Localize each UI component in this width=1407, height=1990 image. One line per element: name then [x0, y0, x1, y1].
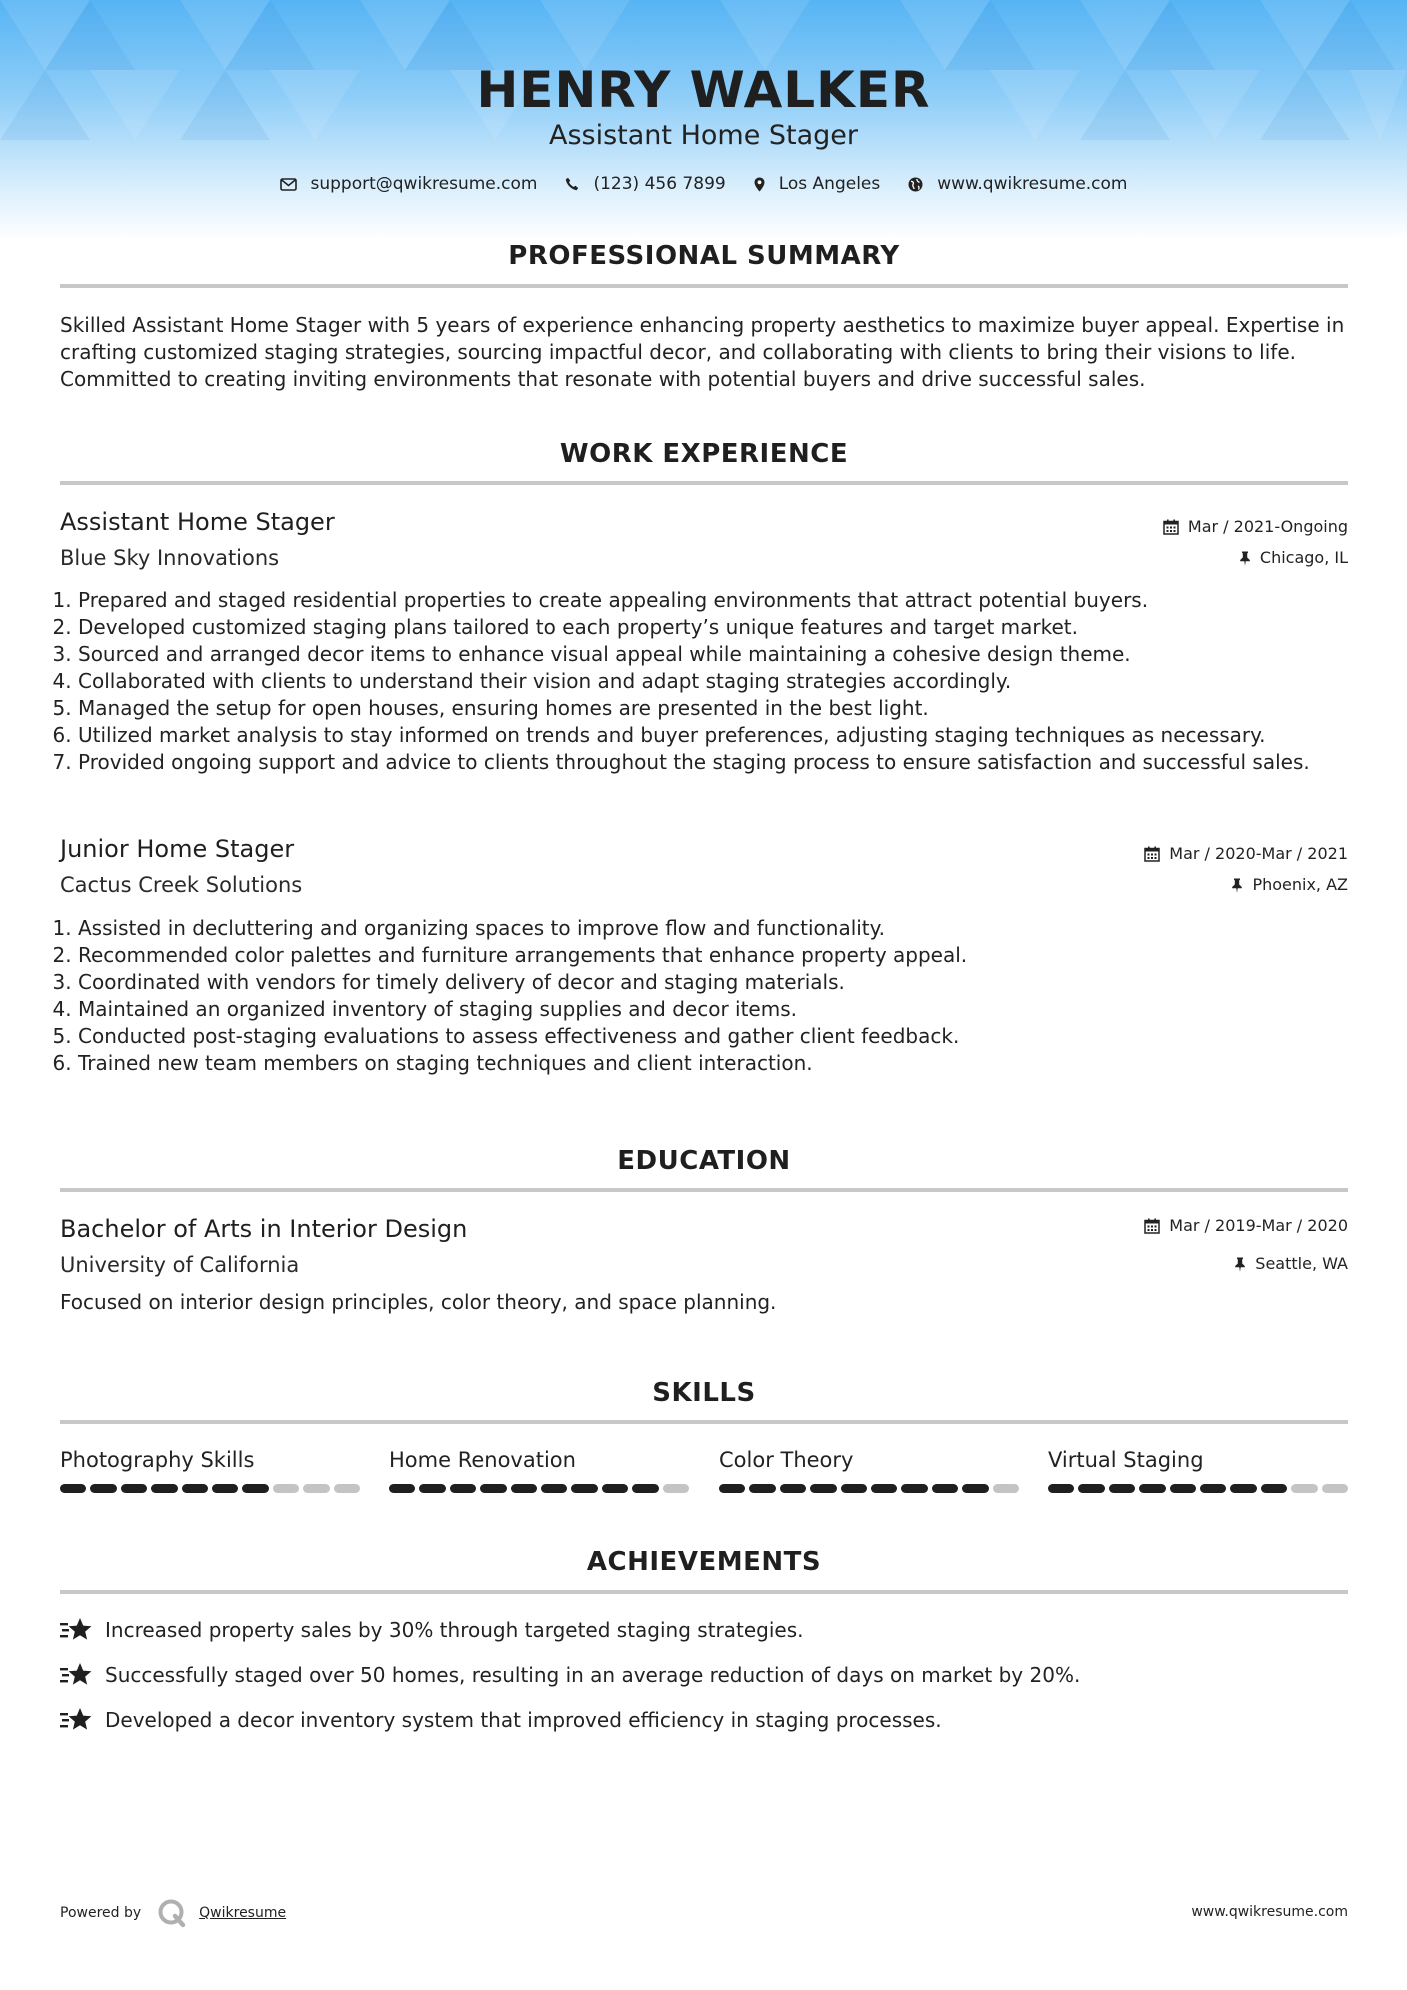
job-location-text: Phoenix, AZ	[1252, 875, 1348, 894]
list-item: 6. Utilized market analysis to stay informed on trends and buyer preferences, adjusting staging techniques as necessary.	[78, 722, 1368, 749]
skill-segment-empty	[303, 1484, 329, 1493]
education-divider	[60, 1188, 1348, 1192]
trophy-star-icon	[60, 1662, 94, 1688]
skill-segment-filled	[571, 1484, 597, 1493]
pushpin-icon	[1239, 551, 1251, 566]
skill-segment-filled	[389, 1484, 415, 1493]
powered-by-text: Powered by	[60, 1905, 142, 1921]
list-item: 2. Recommended color palettes and furniture arrangements that enhance property appeal.	[78, 942, 1368, 969]
skill-segment-filled	[901, 1484, 927, 1493]
skill-label: Color Theory	[719, 1448, 854, 1472]
qwikresume-logo-icon	[157, 1898, 187, 1928]
contact-phone[interactable]	[565, 170, 725, 198]
skill-segment-empty	[1291, 1484, 1317, 1493]
skills-divider	[60, 1420, 1348, 1424]
education-description: Focused on interior design principles, color theory, and space planning.	[60, 1290, 777, 1314]
skill-segment-filled	[121, 1484, 147, 1493]
skill-segment-filled	[932, 1484, 958, 1493]
skill-segment-filled	[810, 1484, 836, 1493]
calendar-icon	[1144, 846, 1160, 862]
achievement-item	[60, 1706, 942, 1734]
skill-item	[719, 1446, 1019, 1493]
footer-website[interactable]: www.qwikresume.com	[1191, 1904, 1348, 1920]
skill-segment-filled	[1230, 1484, 1256, 1493]
education-location-text: Seattle, WA	[1255, 1254, 1348, 1273]
trophy-star-icon	[60, 1707, 94, 1733]
pushpin-icon	[1234, 1257, 1246, 1272]
achievements-heading: ACHIEVEMENTS	[586, 1547, 822, 1577]
pushpin-icon	[1231, 878, 1243, 893]
skill-segment-filled	[632, 1484, 658, 1493]
achievement-item	[60, 1661, 1080, 1689]
skill-rating	[719, 1484, 1019, 1493]
skill-segment-filled	[1109, 1484, 1135, 1493]
envelope-icon	[280, 178, 297, 191]
skill-segment-filled	[90, 1484, 116, 1493]
education-dates	[1144, 1214, 1348, 1238]
website-text: www.qwikresume.com	[937, 174, 1128, 194]
skill-segment-filled	[419, 1484, 445, 1493]
list-item: 3. Sourced and arranged decor items to enhance visual appeal while maintaining a cohesive design theme.	[78, 641, 1368, 668]
skill-segment-empty	[1322, 1484, 1348, 1493]
contact-email[interactable]	[280, 170, 538, 198]
job-dates	[1163, 515, 1348, 539]
school-name: University of California	[60, 1253, 300, 1277]
job-location-text: Chicago, IL	[1259, 548, 1348, 567]
job-bullets	[60, 915, 1368, 1077]
trophy-star-icon	[60, 1617, 94, 1643]
skill-rating	[60, 1484, 360, 1493]
experience-divider	[60, 481, 1348, 485]
skill-segment-filled	[511, 1484, 537, 1493]
job-bullets	[60, 587, 1368, 776]
company-name: Cactus Creek Solutions	[60, 873, 303, 897]
phone-text: (123) 456 7899	[593, 174, 726, 194]
skill-segment-filled	[749, 1484, 775, 1493]
achievements-divider	[60, 1590, 1348, 1594]
skill-segment-filled	[1261, 1484, 1287, 1493]
education-dates-text: Mar / 2019-Mar / 2020	[1169, 1216, 1348, 1235]
skill-segment-filled	[1048, 1484, 1074, 1493]
skills-heading: SKILLS	[652, 1378, 756, 1408]
summary-heading: PROFESSIONAL SUMMARY	[508, 241, 900, 271]
skill-segment-filled	[151, 1484, 177, 1493]
location-text: Los Angeles	[778, 174, 881, 194]
phone-icon	[565, 177, 579, 191]
skill-segment-filled	[242, 1484, 268, 1493]
job-location	[1239, 546, 1348, 570]
skill-rating	[389, 1484, 689, 1493]
job-dates-text: Mar / 2020-Mar / 2021	[1169, 844, 1348, 863]
skill-segment-filled	[719, 1484, 745, 1493]
skill-segment-filled	[1200, 1484, 1226, 1493]
job-title: Junior Home Stager	[60, 835, 295, 863]
skill-segment-empty	[334, 1484, 360, 1493]
skill-item	[60, 1446, 360, 1493]
contact-bar	[0, 170, 1407, 198]
skill-label: Virtual Staging	[1048, 1448, 1204, 1472]
skill-segment-filled	[182, 1484, 208, 1493]
list-item: 6. Trained new team members on staging techniques and client interaction.	[78, 1050, 1368, 1077]
skill-segment-empty	[663, 1484, 689, 1493]
skill-segment-filled	[962, 1484, 988, 1493]
skill-segment-filled	[841, 1484, 867, 1493]
job-location	[1231, 873, 1348, 897]
contact-website[interactable]	[908, 170, 1127, 198]
skill-segment-filled	[60, 1484, 86, 1493]
achievement-text: Increased property sales by 30% through targeted staging strategies.	[105, 1618, 804, 1642]
list-item: 3. Coordinated with vendors for timely delivery of decor and staging materials.	[78, 969, 1368, 996]
skill-label: Photography Skills	[60, 1448, 255, 1472]
list-item: 5. Conducted post-staging evaluations to assess effectiveness and gather client feedback.	[78, 1023, 1368, 1050]
list-item: 5. Managed the setup for open houses, ensuring homes are presented in the best light.	[78, 695, 1368, 722]
list-item: 7. Provided ongoing support and advice to clients throughout the staging process to ensure satisfaction and successful sales.	[78, 749, 1368, 776]
skill-segment-filled	[1078, 1484, 1104, 1493]
achievement-item	[60, 1616, 804, 1644]
skill-segment-filled	[450, 1484, 476, 1493]
skill-segment-empty	[273, 1484, 299, 1493]
summary-text: Skilled Assistant Home Stager with 5 years of experience enhancing property aesthetics to maximize buyer appeal. Expertise in crafting customized staging strategies, sourcing impactful decor, and collaborating with clients to bring their visions to life. Committed to creating inviting environments that resonate with potential buyers and drive successful sales.	[60, 313, 1345, 391]
calendar-icon	[1163, 519, 1179, 535]
experience-heading: WORK EXPERIENCE	[559, 439, 849, 469]
skill-label: Home Renovation	[389, 1448, 576, 1472]
skill-segment-filled	[1139, 1484, 1165, 1493]
skill-segment-empty	[993, 1484, 1019, 1493]
list-item: 4. Collaborated with clients to understand their vision and adapt staging strategies accordingly.	[78, 668, 1368, 695]
skill-item	[1048, 1446, 1348, 1493]
skill-item	[389, 1446, 689, 1493]
education-heading: EDUCATION	[617, 1146, 791, 1176]
list-item: 1. Assisted in decluttering and organizing spaces to improve flow and functionality.	[78, 915, 1368, 942]
job-title: Assistant Home Stager	[60, 508, 335, 536]
achievement-text: Developed a decor inventory system that improved efficiency in staging processes.	[105, 1708, 942, 1732]
candidate-title: Assistant Home Stager	[548, 120, 859, 151]
skill-segment-filled	[480, 1484, 506, 1493]
education-location	[1234, 1252, 1348, 1276]
achievement-text: Successfully staged over 50 homes, resulting in an average reduction of days on market by 20%.	[105, 1663, 1081, 1687]
candidate-name: HENRY WALKER	[476, 61, 931, 119]
skill-segment-filled	[1170, 1484, 1196, 1493]
globe-icon	[908, 177, 923, 192]
summary-divider	[60, 284, 1348, 288]
skill-segment-filled	[541, 1484, 567, 1493]
list-item: 1. Prepared and staged residential properties to create appealing environments that attract potential buyers.	[78, 587, 1368, 614]
calendar-icon	[1144, 1218, 1160, 1234]
qwikresume-link[interactable]: Qwikresume	[199, 1905, 287, 1921]
skill-rating	[1048, 1484, 1348, 1493]
skill-segment-filled	[780, 1484, 806, 1493]
skill-segment-filled	[212, 1484, 238, 1493]
job-dates	[1144, 842, 1348, 866]
contact-location	[754, 170, 881, 198]
skill-segment-filled	[871, 1484, 897, 1493]
list-item: 2. Developed customized staging plans tailored to each property’s unique features and target market.	[78, 614, 1368, 641]
map-marker-icon	[754, 177, 765, 192]
job-dates-text: Mar / 2021-Ongoing	[1187, 517, 1348, 536]
list-item: 4. Maintained an organized inventory of staging supplies and decor items.	[78, 996, 1368, 1023]
footer-branding	[60, 1898, 286, 1928]
email-text: support@qwikresume.com	[310, 174, 538, 194]
degree-title: Bachelor of Arts in Interior Design	[60, 1215, 468, 1243]
skill-segment-filled	[602, 1484, 628, 1493]
company-name: Blue Sky Innovations	[60, 546, 280, 570]
